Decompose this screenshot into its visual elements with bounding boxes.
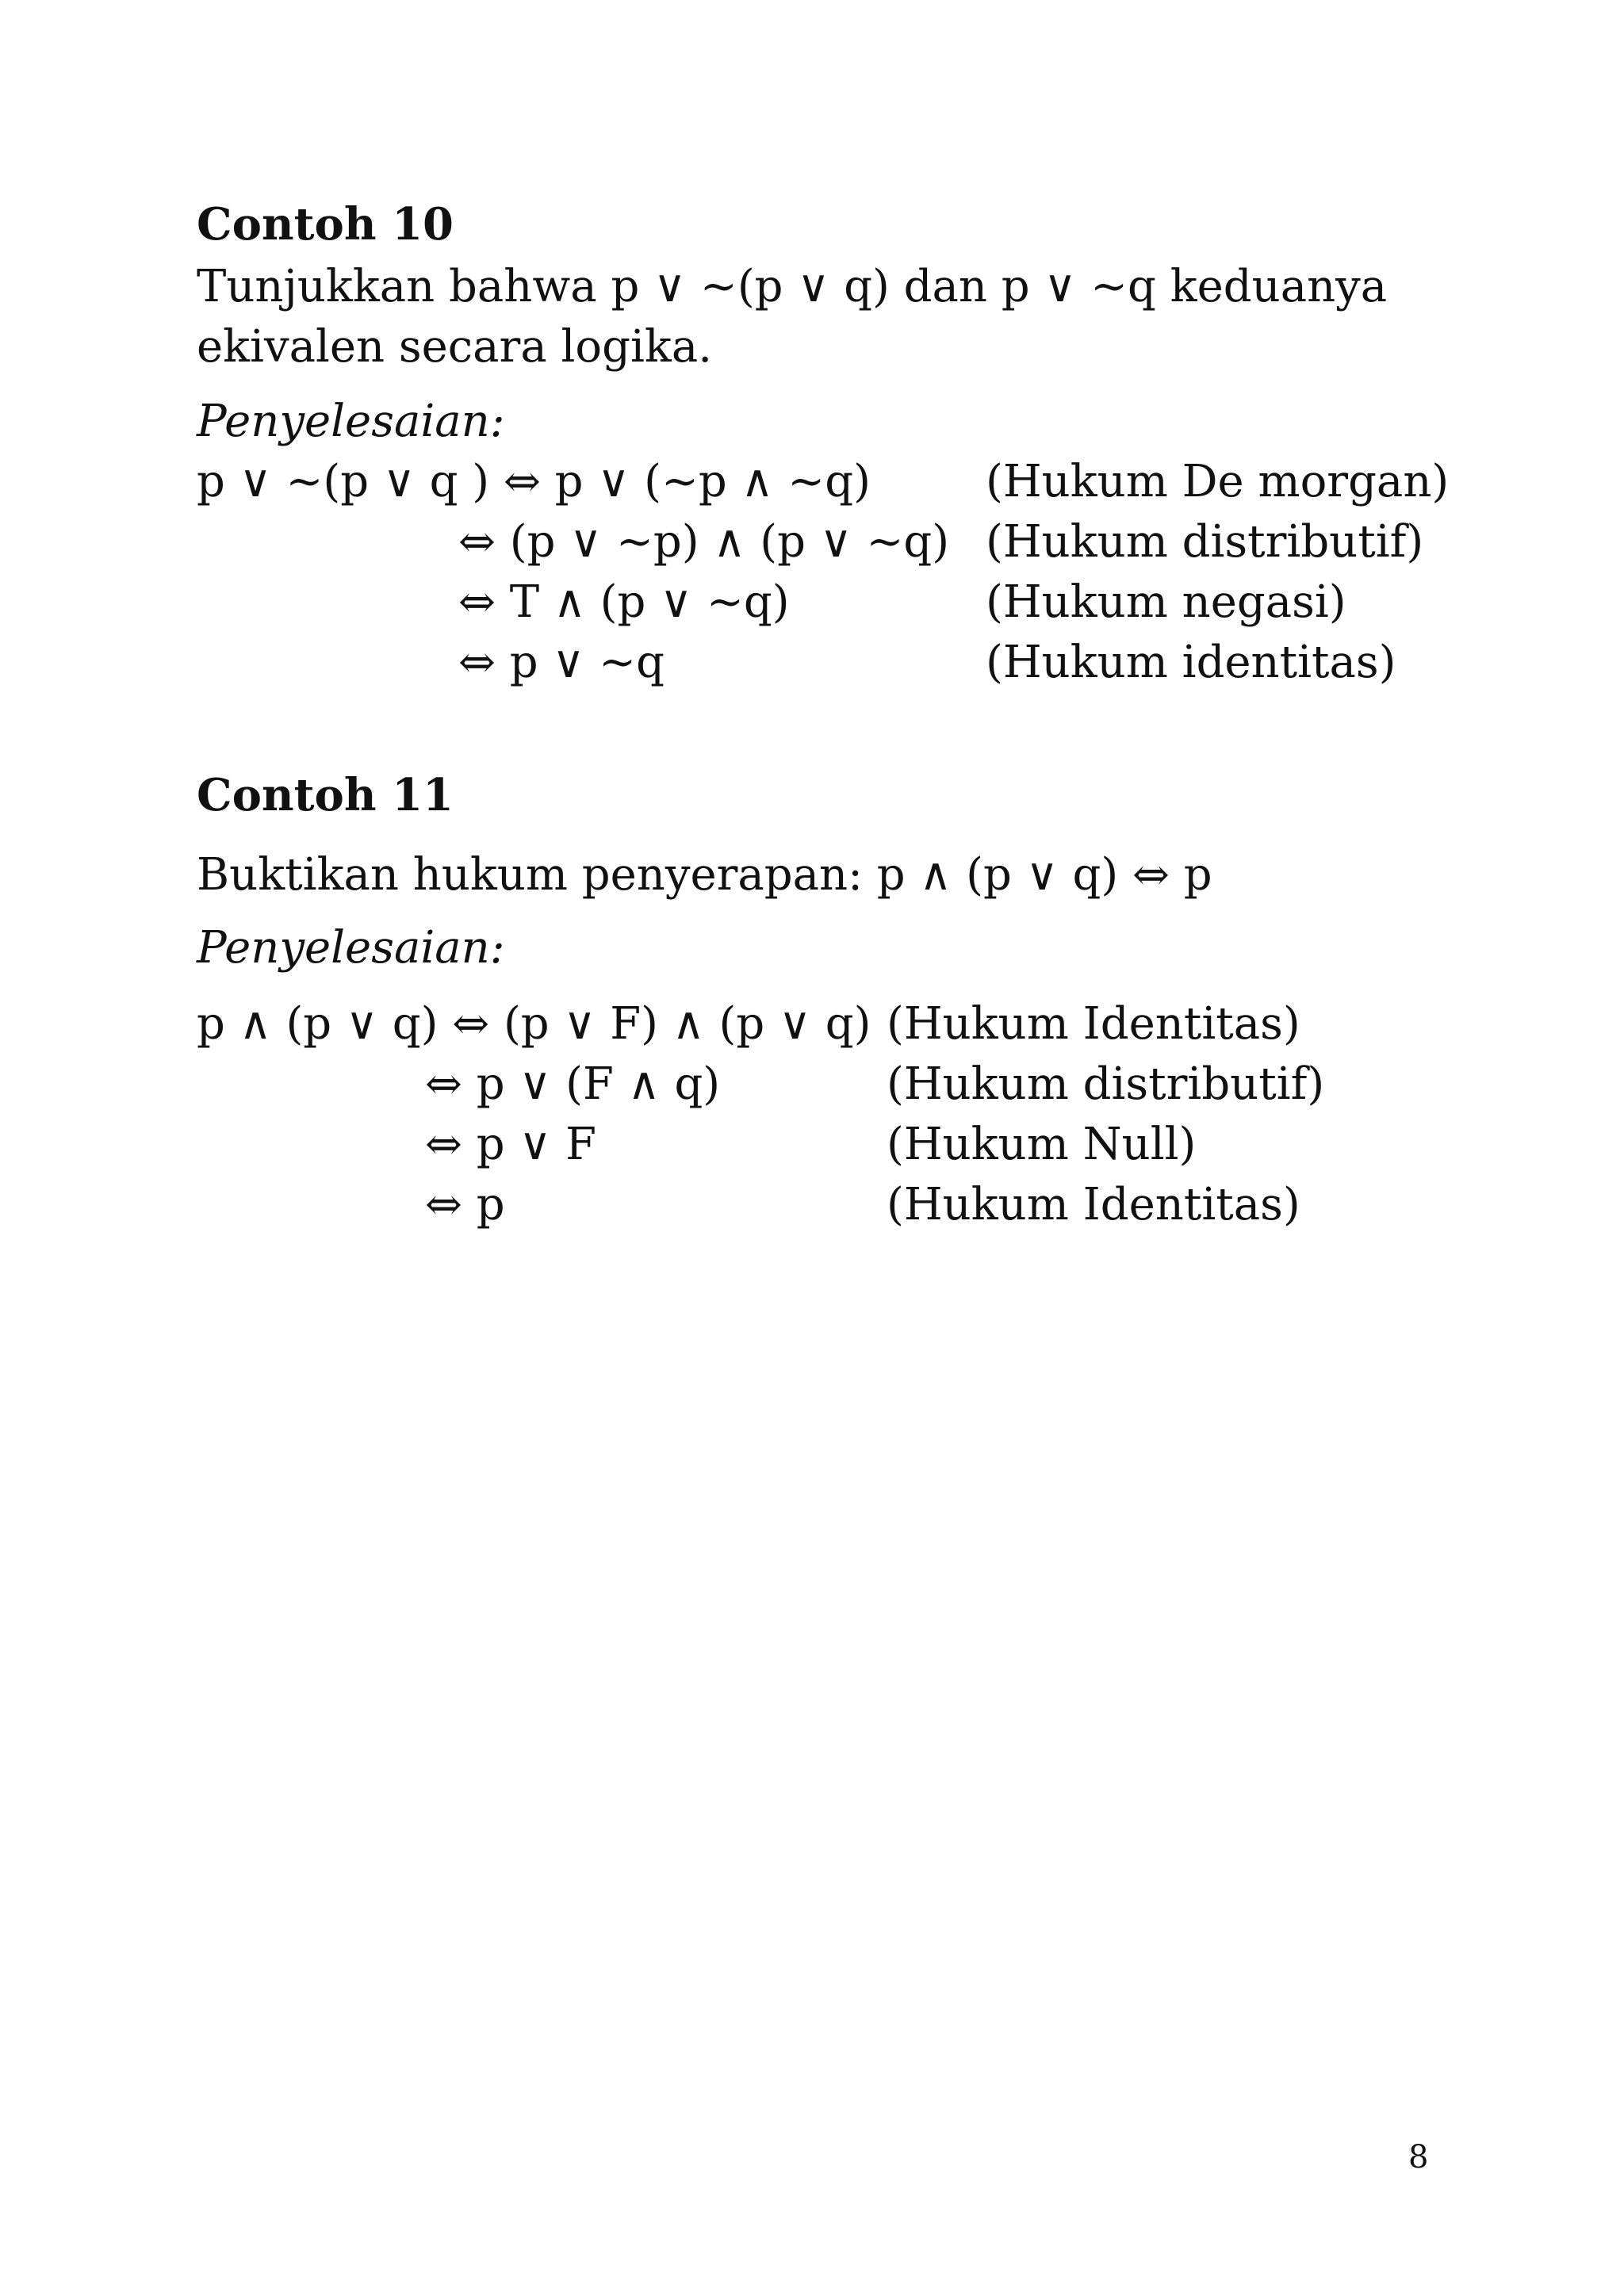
example-11-heading: Contoh 11 <box>197 769 454 821</box>
example-10-statement-line-2: ekivalen secara logika. <box>197 321 713 373</box>
example-10-solution-label: Penyelesaian: <box>197 396 505 447</box>
example-11-statement: Buktikan hukum penyerapan: p ∧ (p ∨ q) ⇔ p <box>197 849 1212 901</box>
example-11-step-3-law: (Hukum Null) <box>887 1119 1197 1170</box>
example-11-step-2-expression: ⇔ p ∨ (F ∧ q) <box>425 1058 721 1110</box>
example-11-step-1-law: (Hukum Identitas) <box>887 998 1300 1050</box>
example-11-step-4-expression: ⇔ p <box>425 1179 505 1230</box>
example-11-step-3-expression: ⇔ p ∨ F <box>425 1119 597 1170</box>
example-10-step-2-expression: ⇔ (p ∨ ~p) ∧ (p ∨ ~q) <box>458 516 950 568</box>
example-10-step-2-law: (Hukum distributif) <box>986 516 1424 568</box>
example-10-step-4-expression: ⇔ p ∨ ~q <box>458 637 665 688</box>
example-10-step-4-law: (Hukum identitas) <box>986 637 1396 688</box>
example-10-step-1-law: (Hukum De morgan) <box>986 456 1450 507</box>
example-10-step-3-expression: ⇔ T ∧ (p ∨ ~q) <box>458 576 790 628</box>
example-10-step-1-expression: p ∨ ~(p ∨ q ) ⇔ p ∨ (~p ∧ ~q) <box>197 456 871 507</box>
example-10-statement-line-1: Tunjukkan bahwa p ∨ ~(p ∨ q) dan p ∨ ~q keduanya <box>197 261 1388 312</box>
example-11-step-2-law: (Hukum distributif) <box>887 1058 1325 1110</box>
example-11-step-4-law: (Hukum Identitas) <box>887 1179 1300 1230</box>
example-10-step-3-law: (Hukum negasi) <box>986 576 1346 628</box>
example-11-step-1-expression: p ∧ (p ∨ q) ⇔ (p ∨ F) ∧ (p ∨ q) <box>197 998 871 1050</box>
page-number: 8 <box>1408 2139 1429 2175</box>
example-11-solution-label: Penyelesaian: <box>197 922 505 974</box>
example-10-heading: Contoh 10 <box>197 198 454 251</box>
